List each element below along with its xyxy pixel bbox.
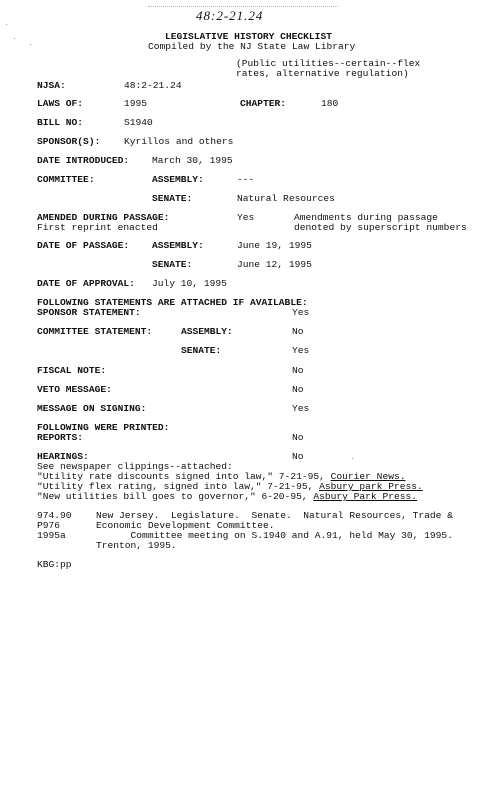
sponsor-statement-value: Yes <box>292 307 310 318</box>
bill-no-label: BILL NO: <box>37 117 84 128</box>
hearings-value: No <box>292 451 304 462</box>
clipping-source: Asbury Park Press. <box>313 491 417 502</box>
chapter-value: 180 <box>321 98 339 109</box>
statement-assembly-label: ASSEMBLY: <box>181 326 233 337</box>
catalog-line-4: Trenton, 1995. <box>96 540 177 551</box>
passage-senate-value: June 12, 1995 <box>237 259 312 270</box>
printed-heading: FOLLOWING WERE PRINTED: <box>37 422 170 433</box>
amended-sub: First reprint enacted <box>37 222 158 233</box>
passage-senate-label: SENATE: <box>152 259 193 270</box>
statement-senate-value: Yes <box>292 345 310 356</box>
clipping-item: "Utility flex rating, signed into law," 7-21-95, Asbury park Press. <box>37 481 423 492</box>
njsa-value: 48:2-21.24 <box>124 80 182 91</box>
passage-assembly-label: ASSEMBLY: <box>152 240 204 251</box>
clipping-source: Courier News. <box>330 471 406 482</box>
amended-note-line-2: denoted by superscript numbers <box>294 222 467 233</box>
chapter-label: CHAPTER: <box>240 98 287 109</box>
fiscal-note-label: FISCAL NOTE: <box>37 365 107 376</box>
catalog-line-2: Economic Development Committee. <box>96 520 275 531</box>
hearings-label: HEARINGS: <box>37 451 89 462</box>
date-of-approval-value: July 10, 1995 <box>152 278 227 289</box>
call-number-line-1: 974.90 <box>37 510 72 521</box>
sponsors-label: SPONSOR(S): <box>37 136 101 147</box>
statements-heading: FOLLOWING STATEMENTS ARE ATTACHED IF AVAILABLE: <box>37 297 308 308</box>
date-introduced-value: March 30, 1995 <box>152 155 233 166</box>
sponsors-value: Kyrillos and others <box>124 136 234 147</box>
subject-note-line-2: rates, alternative regulation) <box>236 68 409 79</box>
scan-top-line <box>148 6 338 7</box>
veto-message-label: VETO MESSAGE: <box>37 384 112 395</box>
amended-note-line-1: Amendments during passage <box>294 212 438 223</box>
document-title: LEGISLATIVE HISTORY CHECKLIST <box>165 31 332 42</box>
laws-of-label: LAWS OF: <box>37 98 84 109</box>
bill-no-value: S1940 <box>124 117 153 128</box>
subject-note-line-1: (Public utilities--certain--flex <box>236 58 421 69</box>
clipping-source: Asbury park Press. <box>319 481 423 492</box>
date-of-passage-label: DATE OF PASSAGE: <box>37 240 130 251</box>
catalog-line-1: New Jersey. Legislature. Senate. Natural Resources, Trade & <box>96 510 453 521</box>
njsa-label: NJSA: <box>37 80 66 91</box>
fiscal-note-value: No <box>292 365 304 376</box>
statement-assembly-value: No <box>292 326 304 337</box>
catalog-line-3: Committee meeting on S.1940 and A.91, held May 30, 1995. <box>96 530 453 541</box>
initials: KBG:pp <box>37 559 72 570</box>
laws-of-value: 1995 <box>124 98 148 109</box>
committee-assembly-value: --- <box>237 174 255 185</box>
scan-speck <box>352 458 353 459</box>
handwritten-number: 48:2-21.24 <box>196 8 264 23</box>
committee-senate-label: SENATE: <box>152 193 193 204</box>
document-subtitle: Compiled by the NJ State Law Library <box>148 41 356 52</box>
call-number-line-3: 1995a <box>37 530 66 541</box>
committee-label: COMMITTEE: <box>37 174 95 185</box>
veto-message-value: No <box>292 384 304 395</box>
reports-label: REPORTS: <box>37 432 84 443</box>
amended-label: AMENDED DURING PASSAGE: <box>37 212 170 223</box>
committee-senate-value: Natural Resources <box>237 193 335 204</box>
scan-speck <box>14 38 15 39</box>
passage-assembly-value: June 19, 1995 <box>237 240 312 251</box>
call-number-line-2: P976 <box>37 520 61 531</box>
committee-assembly-label: ASSEMBLY: <box>152 174 204 185</box>
committee-statement-label: COMMITTEE STATEMENT: <box>37 326 153 337</box>
reports-value: No <box>292 432 304 443</box>
date-of-approval-label: DATE OF APPROVAL: <box>37 278 135 289</box>
amended-value: Yes <box>237 212 255 223</box>
message-on-signing-label: MESSAGE ON SIGNING: <box>37 403 147 414</box>
clippings-intro: See newspaper clippings--attached: <box>37 461 233 472</box>
clipping-item: "Utility rate discounts signed into law," 7-21-95, Courier News. <box>37 471 406 482</box>
scan-speck <box>6 24 7 25</box>
clipping-item: "New utilities bill goes to governor," 6-20-95, Asbury Park Press. <box>37 491 417 502</box>
message-on-signing-value: Yes <box>292 403 310 414</box>
scan-speck <box>30 44 31 45</box>
sponsor-statement-label: SPONSOR STATEMENT: <box>37 307 141 318</box>
statement-senate-label: SENATE: <box>181 345 222 356</box>
date-introduced-label: DATE INTRODUCED: <box>37 155 130 166</box>
